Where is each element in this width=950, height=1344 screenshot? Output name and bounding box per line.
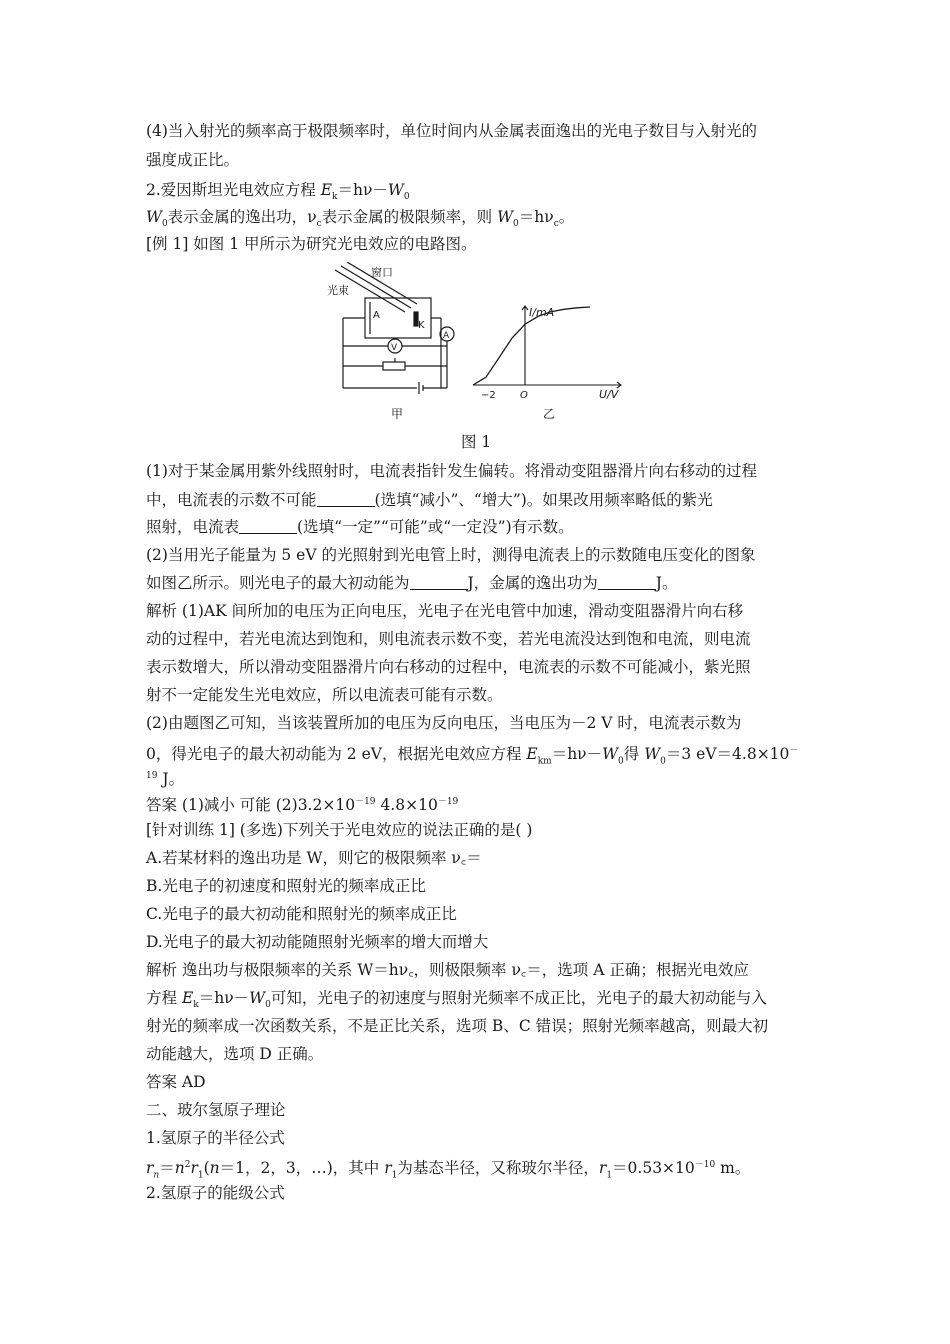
text-line: 方程 $E_k=h\nu-W_0$可知，光电子的初速度与照射光频率不成正比，光电子的最大初动能与入: [146, 989, 767, 1011]
window-label: 窗口: [371, 266, 393, 279]
voltmeter-label: V: [391, 343, 398, 353]
origin-label: O: [520, 390, 528, 401]
text-line: (2)当用光子能量为 5 eV 的光照射到光电管上时，测得电流表上的示数随电压变化的图象: [146, 546, 756, 564]
answer-blank: [317, 492, 375, 507]
section-heading: 二、玻尔氢原子理论: [146, 1101, 286, 1119]
y-axis-label: I/mA: [529, 306, 555, 319]
answer-blank: [598, 575, 656, 590]
text-line: 表示数增大，所以滑动变阻器滑片向右移动的过程中，电流表的示数不可能减小，紫光照: [146, 658, 751, 676]
text-line: (1)对于某金属用紫外线照射时，电流表指针发生偏转。将滑动变阻器滑片向右移动的过程: [146, 462, 757, 480]
text-line: 动的过程中，若光电流达到饱和，则电流表示数不变，若光电流没达到饱和电流，则电流: [146, 630, 751, 648]
text-line: 2.爱因斯坦光电效应方程 $E_k=h\nu-W_0$: [146, 181, 410, 203]
figure-caption: 图 1: [461, 433, 492, 451]
x-axis-label: U/V: [599, 388, 619, 401]
formula-line: $r_n=n^2r_1(n=1$，2，3，…)，其中 $r_1$为基态半径，又称玻尔半径，$r_1=0.53\times 10^{-10}$ m。: [146, 1159, 751, 1181]
text-line: 照射，电流表 (选填“一定”“可能”或“一定没”)有示数。: [146, 518, 574, 536]
beam-label: 光束: [327, 284, 349, 297]
plate-a-label: A: [373, 310, 380, 321]
figure-label-jia: 甲: [391, 407, 404, 421]
text-line: $^{19}$ J。: [146, 770, 185, 789]
answer-line: 答案 AD: [146, 1073, 206, 1091]
text-line: (4)当入射光的频率高于极限频率时，单位时间内从金属表面逸出的光电子数目与入射光的: [146, 122, 757, 140]
x-tick-label: −2: [481, 390, 496, 401]
text-line: 解析 (1)AK 间所加的电压为正向电压，光电子在光电管中加速，滑动变阻器滑片向右移: [146, 602, 744, 620]
text-line: $W_0$表示金属的逸出功，$\nu_c$表示金属的极限频率，则 $W_0=h\nu_c$。: [146, 208, 575, 230]
text-line: 射不一定能发生光电效应，所以电流表可能有示数。: [146, 686, 503, 704]
subheading: 2.氢原子的能级公式: [146, 1184, 285, 1202]
figure-1: [325, 262, 625, 452]
example-heading: [例 1] 如图 1 甲所示为研究光电效应的电路图。: [146, 235, 477, 253]
text-line: 0，得光电子的最大初动能为 2 eV，根据光电效应方程 $E_{km}=h\nu-W_0$得 $W_0=3$ eV＝4.8×10－: [146, 745, 799, 767]
ammeter-label: A: [443, 331, 450, 341]
figure-label-yi: 乙: [543, 407, 556, 421]
text-line: 射光的频率成一次函数关系，不是正比关系，选项 B、C 错误；照射光频率越高，则最大初: [146, 1017, 769, 1035]
answer-blank: [239, 519, 297, 534]
text-line: (2)由题图乙可知，当该装置所加的电压为反向电压，当电压为－2 V 时，电流表示数为: [146, 714, 742, 732]
subheading: 1.氢原子的半径公式: [146, 1129, 285, 1147]
text-line: 动能越大，选项 D 正确。: [146, 1045, 324, 1063]
plate-k-label: K: [418, 320, 425, 331]
circuit-diagram: [335, 262, 454, 394]
text-line: 如图乙所示。则光电子的最大初动能为 J，金属的逸出功为 J。: [146, 574, 678, 592]
text-line: 强度成正比。: [146, 151, 240, 169]
answer-blank: [410, 575, 468, 590]
option-a: A.若某材料的逸出功是 W，则它的极限频率 ν꜀＝: [146, 849, 482, 867]
text-line: [针对训练 1] (多选)下列关于光电效应的说法正确的是( ): [146, 821, 533, 839]
rheostat: [383, 362, 405, 370]
text-line: 解析 逸出功与极限频率的关系 W＝hν꜀，则极限频率 ν꜀＝，选项 A 正确；根据光电效应: [146, 961, 749, 979]
answer-line: 答案 (1)减小 可能 $(2)3.2\times 10^{-19}$ $4.8\times 10^{-19}$: [146, 796, 459, 815]
text-line: 中，电流表的示数不可能 (选填“减小”、“增大”)。如果改用频率略低的紫光: [146, 491, 713, 509]
option-b: B.光电子的初速度和照射光的频率成正比: [146, 877, 426, 895]
option-d: D.光电子的最大初动能随照射光频率的增大而增大: [146, 933, 489, 951]
option-c: C.光电子的最大初动能和照射光的频率成正比: [146, 905, 457, 923]
